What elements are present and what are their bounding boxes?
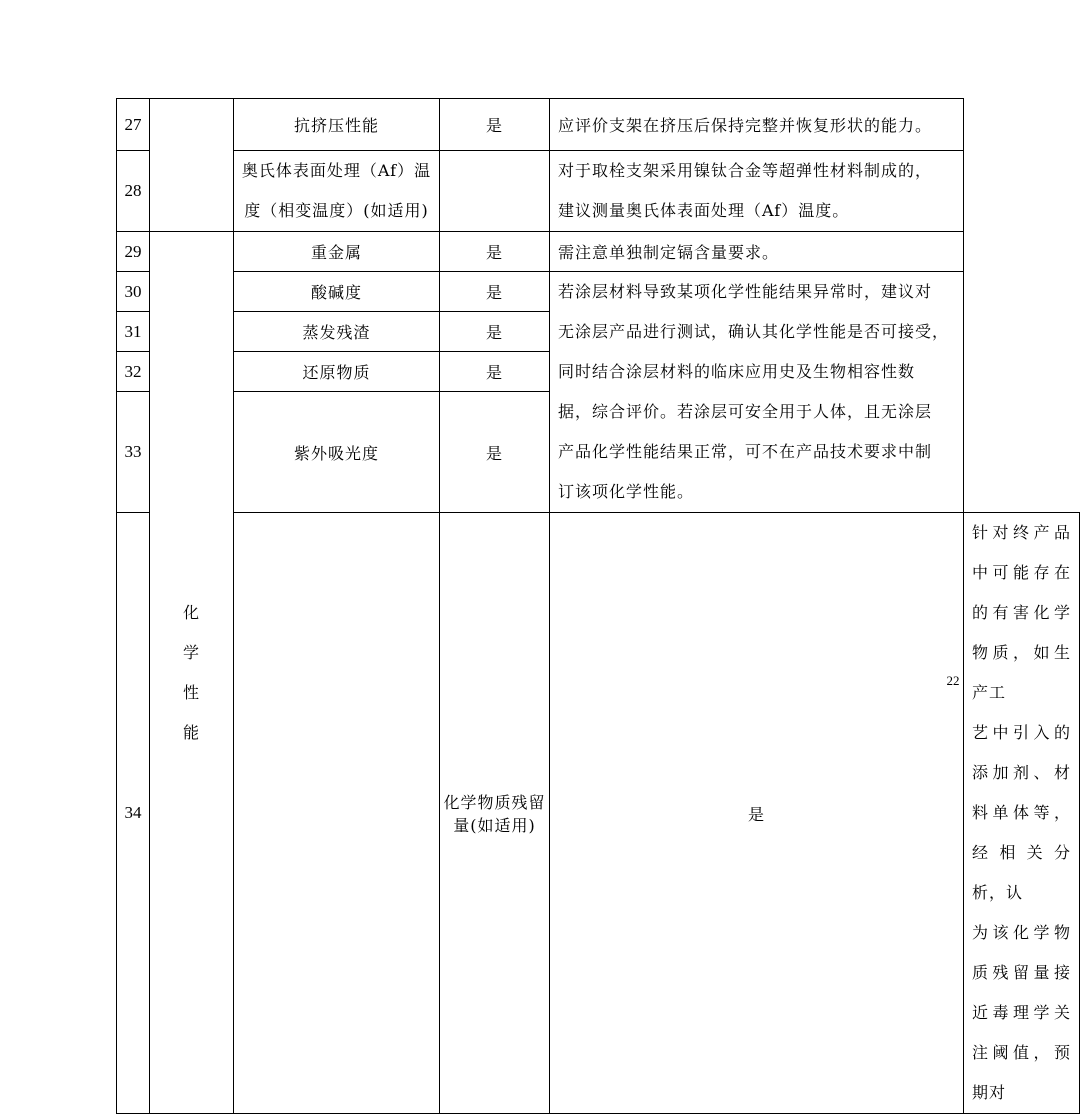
note-line: 无涂层产品进行测试，确认其化学性能是否可接受， xyxy=(558,322,950,341)
note-cell xyxy=(964,513,1080,1114)
required-flag: 是 xyxy=(440,312,550,352)
table-row xyxy=(117,232,1080,272)
shared-note-cell xyxy=(550,272,964,513)
table-row xyxy=(117,99,1080,151)
page-number: 22 xyxy=(946,673,960,688)
note-line: 产品化学性能结果正常，可不在产品技术要求中制 xyxy=(558,442,933,461)
row-number: 33 xyxy=(117,392,150,513)
required-flag: 是 xyxy=(440,232,550,272)
row-number: 31 xyxy=(117,312,150,352)
item-name: 重金属 xyxy=(234,232,440,272)
item-name: 化学物质残留量(如适用) xyxy=(440,513,550,1114)
category-char: 学 xyxy=(182,642,200,662)
item-name: 蒸发残渣 xyxy=(234,312,440,352)
note-cell: 应评价支架在挤压后保持完整并恢复形状的能力。 xyxy=(550,99,964,151)
table-row xyxy=(117,513,1080,1114)
note-cell xyxy=(550,151,964,232)
row-number: 27 xyxy=(117,99,150,151)
item-name: 紫外吸光度 xyxy=(234,392,440,513)
category-char: 化 xyxy=(182,602,200,622)
row-number: 32 xyxy=(117,352,150,392)
category-cell-chemical xyxy=(150,232,234,1114)
category-char: 能 xyxy=(182,722,200,742)
row-number: 29 xyxy=(117,232,150,272)
category-cell-blank xyxy=(150,99,234,232)
required-flag xyxy=(440,151,550,232)
category-label xyxy=(183,593,200,753)
note-line: 对于取栓支架采用镍钛合金等超弹性材料制成的， xyxy=(558,161,933,180)
row-number: 34 xyxy=(117,513,150,1114)
row-number: 30 xyxy=(117,272,150,312)
note-line: 若涂层材料导致某项化学性能结果异常时，建议对 xyxy=(558,282,933,301)
item-name: 还原物质 xyxy=(234,352,440,392)
note-line: 订该项化学性能。 xyxy=(558,482,695,501)
required-flag: 是 xyxy=(440,272,550,312)
required-flag: 是 xyxy=(440,392,550,513)
note-line: 针对终产品中可能存在的有害化学物质，如生产工 xyxy=(972,523,1071,702)
required-flag: 是 xyxy=(440,352,550,392)
note-line: 据，综合评价。若涂层可安全用于人体，且无涂层 xyxy=(558,402,933,421)
item-name: 酸碱度 xyxy=(234,272,440,312)
item-line: 度（相变温度）(如适用) xyxy=(244,201,429,220)
note-line: 建议测量奥氏体表面处理（Af）温度。 xyxy=(558,201,850,220)
note-line: 为该化学物质残留量接近毒理学关注阈值，预期对 xyxy=(972,923,1071,1102)
note-line: 艺中引入的添加剂、材料单体等，经相关分析，认 xyxy=(972,723,1071,902)
row-number: 28 xyxy=(117,151,150,232)
table-row xyxy=(117,272,1080,312)
item-line: 奥氏体表面处理（Af）温 xyxy=(241,161,432,180)
note-line: 同时结合涂层材料的临床应用史及生物相容性数 xyxy=(558,362,916,381)
category-cell-blank xyxy=(234,513,440,1114)
note-cell: 需注意单独制定镉含量要求。 xyxy=(550,232,964,272)
table-row xyxy=(117,151,1080,232)
required-flag: 是 xyxy=(440,99,550,151)
category-char: 性 xyxy=(182,682,200,702)
item-name: 抗挤压性能 xyxy=(234,99,440,151)
spec-table xyxy=(116,98,1080,1114)
item-name xyxy=(234,151,440,232)
required-flag: 是 xyxy=(550,513,964,1114)
